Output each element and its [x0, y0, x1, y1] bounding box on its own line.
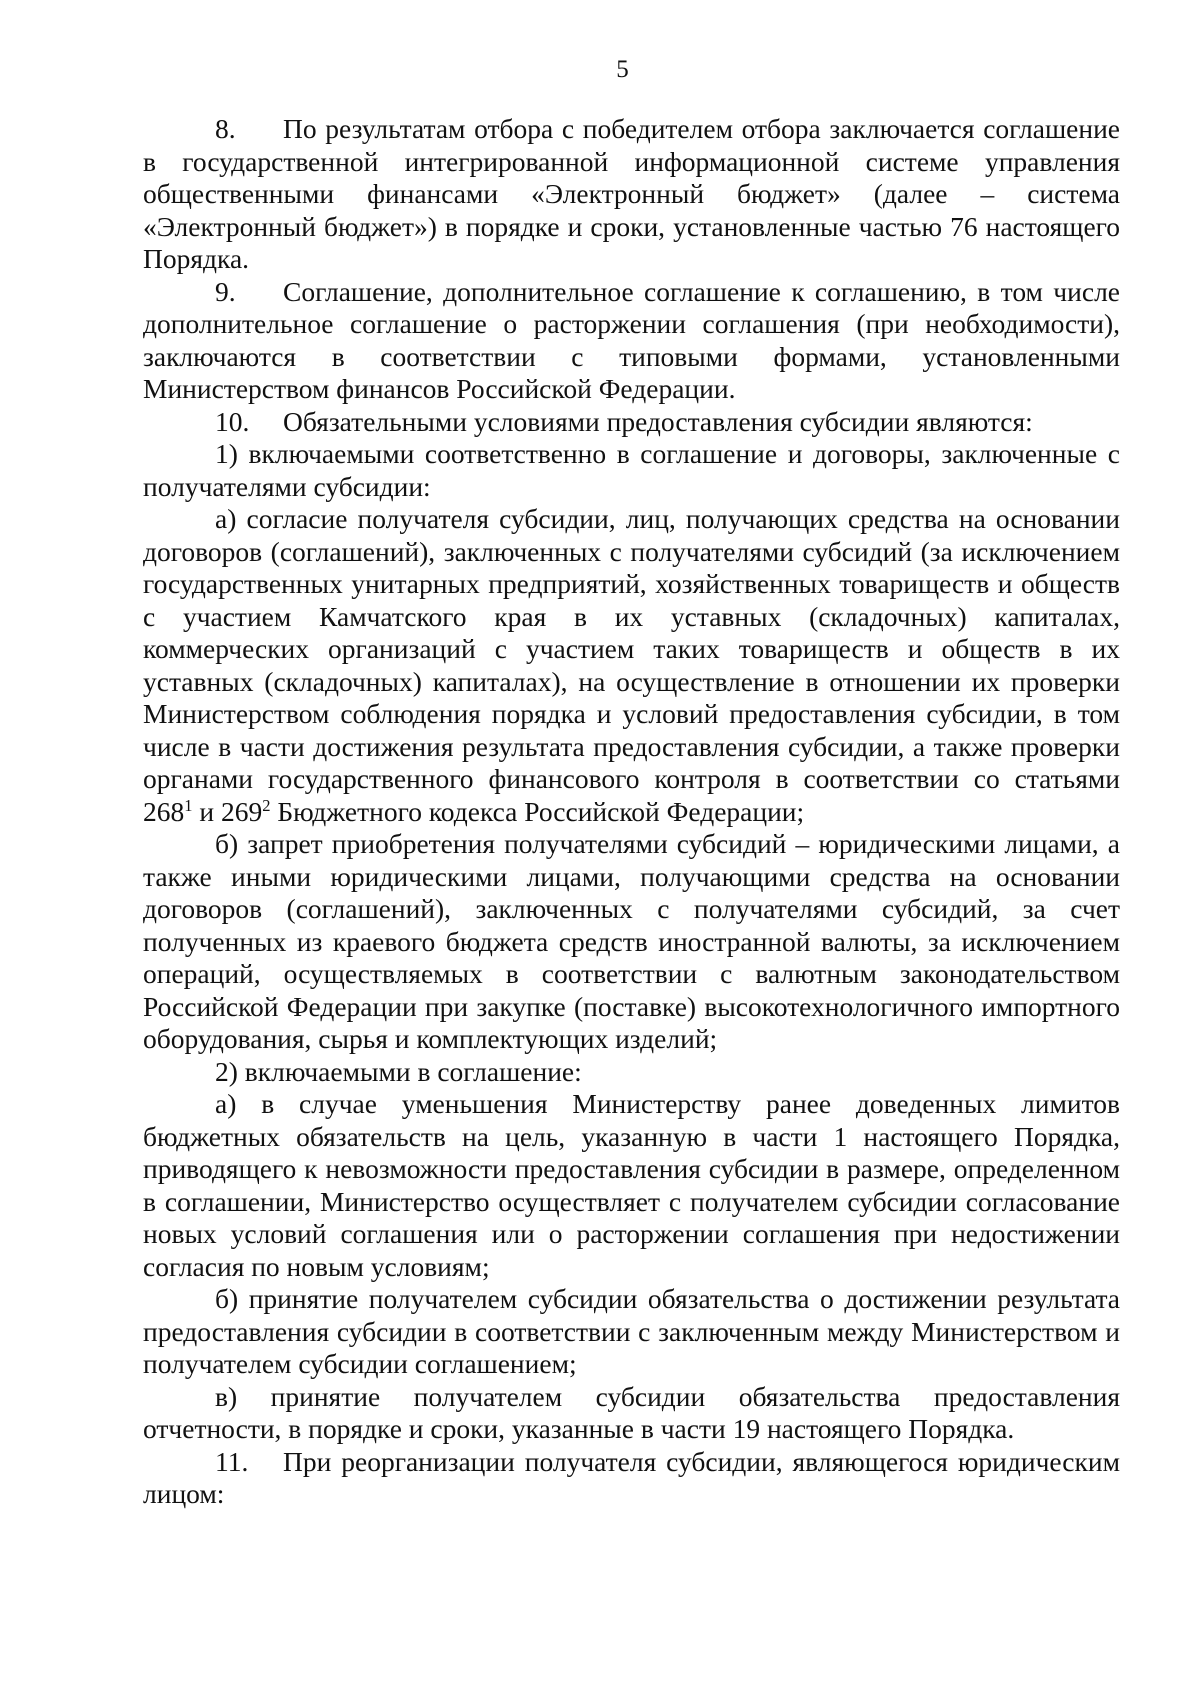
superscript: 2 — [262, 795, 271, 815]
paragraph-text: Бюджетного кодекса Российской Федерации; — [270, 795, 805, 827]
paragraph-text: Соглашение, дополнительное соглашение к соглашению, в том числе дополнительное соглашение о расторжении соглашения (при необходимости), заключаются в соответствии с типовыми формами, установленными Министерством финансов Российской Федерации. — [143, 275, 1120, 404]
paragraph-text: Обязательными условиями предоставления субсидии являются: — [283, 405, 1033, 437]
paragraph-number: 11. — [215, 1445, 249, 1477]
paragraph-text: б) принятие получателем субсидии обязательства о достижении результата предоставления субсидии в соответствии с заключенным между Министерством и получателем субсидии соглашением; — [143, 1283, 1120, 1379]
paragraph-text: а) в случае уменьшения Министерству ранее доведенных лимитов бюджетных обязательств на цель, указанную в части 1 настоящего Порядка, приводящего к невозможности предоставления субсидии в размере, определенном в соглашении, Министерство осуществляет с получателем субсидии согласование новых условий соглашения или о расторжении соглашения при недостижении согласия по новым условиям; — [143, 1088, 1120, 1282]
paragraph-text: 1) включаемыми соответственно в соглашение и договоры, заключенные с получателями субсидии: — [143, 438, 1120, 502]
paragraph-text: а) согласие получателя субсидии, лиц, получающих средства на основании договоров (соглашений), заключенных с получателями субсидий (за исключением государственных унитарных предприятий, хозяйственных товариществ и обществ с участием Камчатского края в их уставных (складочных) капиталах, коммерческих организаций с участием таких товариществ и обществ в их уставных (складочных) капиталах), на осуществление в отношении их проверки Министерством соблюдения порядка и условий предоставления субсидии, в том числе в части достижения результата предоставления субсидии, а также проверки органами государственного финансового контроля в соответствии со статьями 268 — [143, 503, 1120, 827]
paragraph-text: При реорганизации получателя субсидии, являющегося юридическим лицом: — [143, 1445, 1120, 1509]
paragraph-9 — [143, 276, 1120, 406]
subclause-2-b — [143, 1283, 1120, 1381]
paragraph-text: и 269 — [192, 795, 263, 827]
paragraph-8 — [143, 113, 1120, 276]
paragraph-text: б) запрет приобретения получателями субсидий – юридическими лицами, а также иными юридическими лицами, получающими средства на основании договоров (соглашений), заключенных с получателями субсидий, за счет полученных из краевого бюджета средств иностранной валюты, за исключением операций, осуществляемых в соответствии с валютным законодательством Российской Федерации при закупке (поставке) высокотехнологичного импортного оборудования, сырья и комплектующих изделий; — [143, 828, 1120, 1054]
paragraph-number: 9. — [215, 275, 236, 307]
paragraph-number: 8. — [215, 113, 236, 144]
subclause-1 — [143, 438, 1120, 503]
subclause-2-a — [143, 1088, 1120, 1283]
page-number: 5 — [616, 56, 629, 83]
superscript: 1 — [184, 795, 193, 815]
paragraph-10 — [143, 406, 1120, 439]
subclause-1-b — [143, 828, 1120, 1056]
paragraph-text: По результатам отбора с победителем отбора заключается соглашение в государственной интегрированной информационной системе управления общественными финансами «Электронный бюджет» (далее – система «Электронный бюджет») в порядке и сроки, установленные частью 76 настоящего Порядка. — [143, 113, 1120, 274]
subclause-2 — [143, 1056, 1120, 1089]
paragraph-text: в) принятие получателем субсидии обязательства предоставления отчетности, в порядке и сроки, указанные в части 19 настоящего Порядка. — [143, 1380, 1120, 1444]
paragraph-text: 2) включаемыми в соглашение: — [215, 1055, 582, 1087]
paragraph-11 — [143, 1446, 1120, 1511]
document-body — [143, 113, 1120, 1511]
subclause-1-a — [143, 503, 1120, 828]
subclause-2-v — [143, 1381, 1120, 1446]
paragraph-number: 10. — [215, 405, 250, 437]
